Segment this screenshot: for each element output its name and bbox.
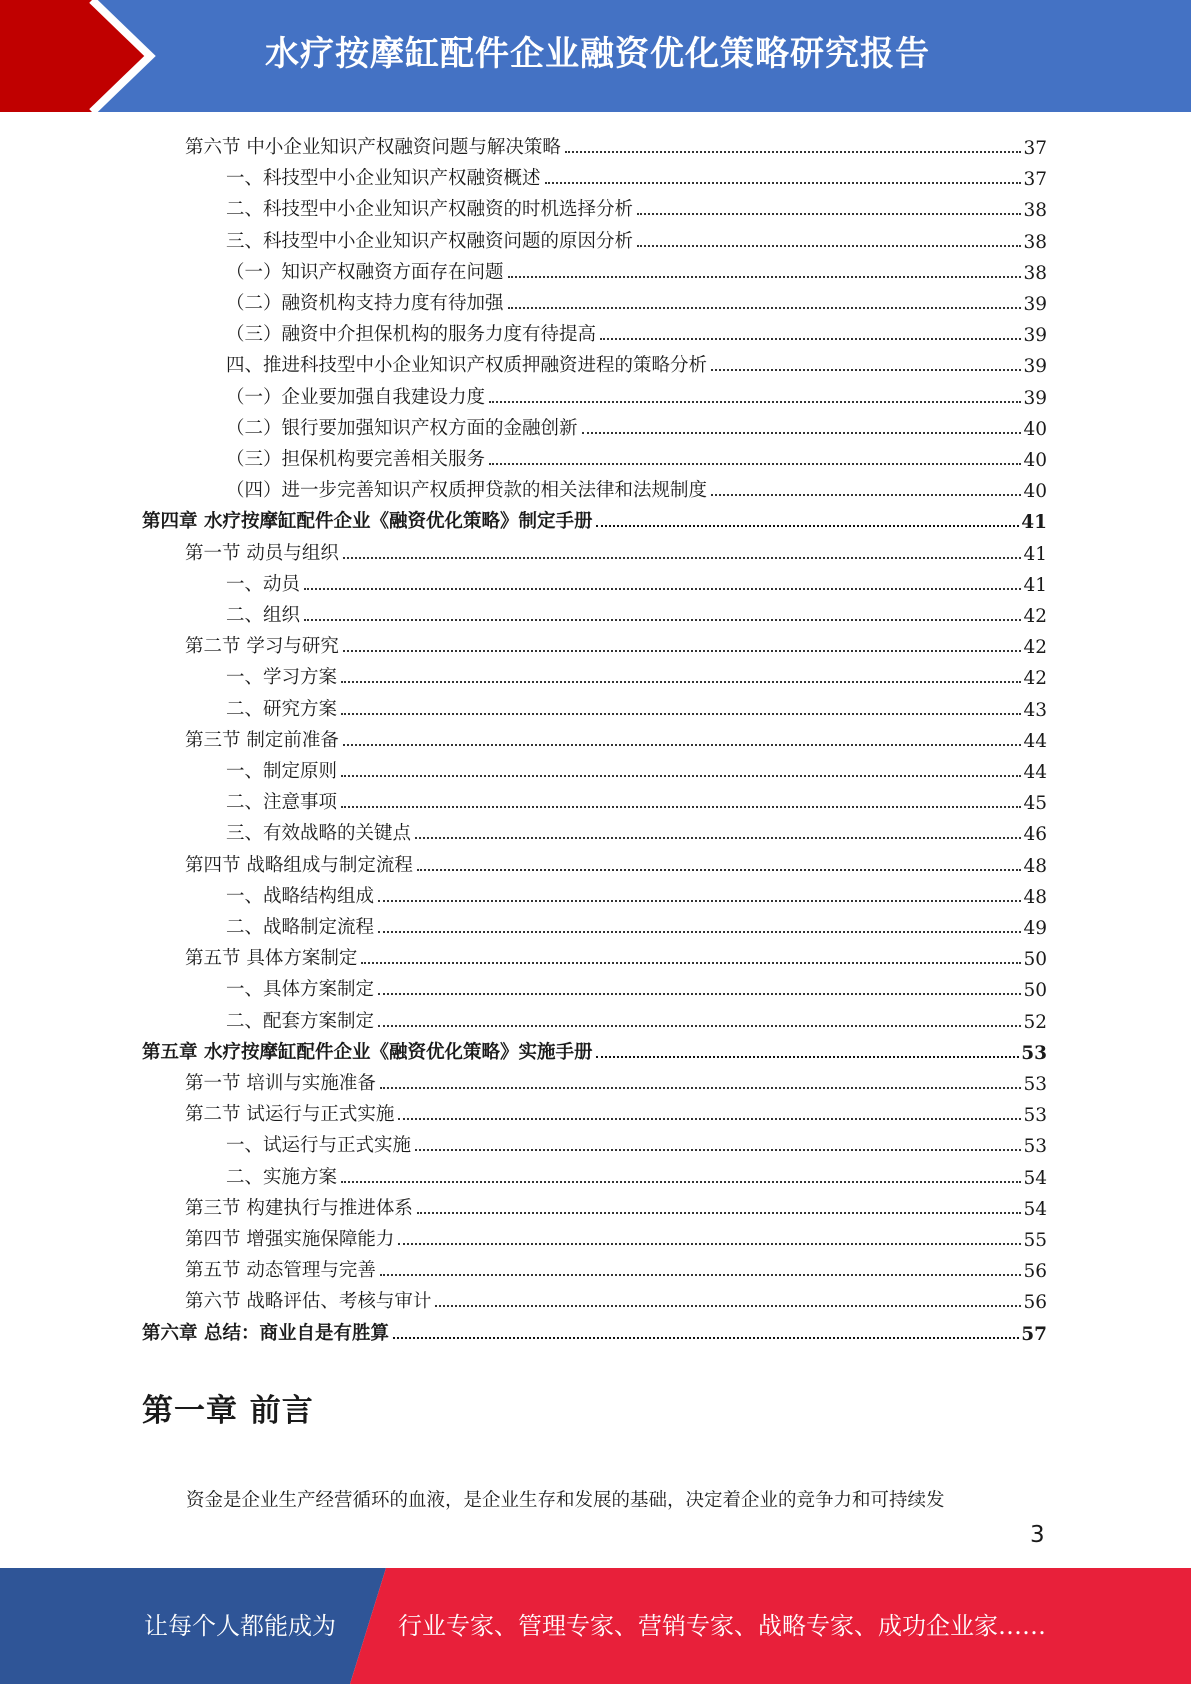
toc-entry[interactable]	[185, 721, 1047, 752]
toc-entry-title: （一）企业要加强自我建设力度	[226, 386, 486, 408]
toc-dot-leader	[417, 869, 1022, 871]
toc-dot-leader	[341, 681, 1021, 683]
footer-slogan-right: 行业专家、管理专家、营销专家、战略专家、成功企业家……	[398, 1612, 1046, 1640]
chapter-heading: 第一章 前言	[142, 1393, 314, 1429]
toc-page-number: 39	[1023, 294, 1047, 315]
toc-entry[interactable]	[226, 284, 1047, 315]
toc-page-number: 48	[1023, 886, 1047, 908]
toc-page-number: 42	[1023, 606, 1047, 627]
toc-page-number: 41	[1021, 512, 1047, 534]
toc-entry-title: 第五节 动态管理与完善	[185, 1260, 376, 1282]
toc-page-number: 38	[1023, 262, 1047, 284]
toc-entry[interactable]	[226, 222, 1047, 253]
toc-entry-title: 二、科技型中小企业知识产权融资的时机选择分析	[226, 199, 634, 221]
toc-entry-title: 二、战略制定流程	[226, 917, 375, 938]
toc-entry[interactable]	[185, 1189, 1047, 1220]
toc-page-number: 38	[1023, 200, 1047, 222]
toc-dot-leader	[341, 1181, 1021, 1183]
page-number: 3	[1030, 1522, 1045, 1548]
toc-entry[interactable]	[226, 970, 1047, 1001]
toc-entry-title: 第三节 构建执行与推进体系	[185, 1197, 413, 1219]
toc-entry-title: 一、动员	[226, 573, 301, 595]
toc-entry-title: 第四章 水疗按摩缸配件企业《融资优化策略》制定手册	[142, 511, 593, 533]
toc-page-number: 56	[1023, 1292, 1047, 1314]
toc-entry-title: 一、具体方案制定	[226, 979, 375, 1001]
toc-entry[interactable]	[226, 440, 1047, 471]
toc-entry[interactable]	[226, 1002, 1047, 1033]
toc-entry[interactable]	[226, 690, 1047, 721]
toc-entry-title: （二）银行要加强知识产权方面的金融创新	[226, 417, 578, 439]
toc-entry[interactable]	[226, 190, 1047, 221]
toc-page-number: 54	[1023, 1167, 1047, 1189]
toc-dot-leader	[596, 1056, 1019, 1058]
toc-page-number: 56	[1023, 1261, 1047, 1283]
toc-entry[interactable]	[185, 1251, 1047, 1282]
toc-dot-leader	[489, 401, 1021, 403]
toc-dot-leader	[378, 993, 1021, 995]
toc-page-number: 39	[1023, 325, 1047, 347]
toc-dot-leader	[489, 463, 1021, 465]
toc-page-number: 57	[1021, 1323, 1047, 1345]
toc-entry-title: 一、制定原则	[226, 761, 338, 782]
toc-dot-leader	[304, 619, 1021, 621]
toc-entry[interactable]	[226, 346, 1047, 377]
toc-entry[interactable]	[226, 658, 1047, 689]
toc-entry[interactable]	[185, 128, 1047, 159]
toc-dot-leader	[380, 1274, 1022, 1276]
toc-dot-leader	[378, 931, 1021, 933]
toc-entry-title: 二、组织	[226, 605, 301, 626]
toc-dot-leader	[343, 650, 1022, 652]
toc-chapter-entry[interactable]	[142, 502, 1047, 533]
toc-entry-title: 第四节 战略组成与制定流程	[185, 854, 413, 876]
toc-entry-title: 第三节 制定前准备	[185, 729, 339, 751]
toc-page-number: 45	[1023, 793, 1047, 815]
toc-page-number: 42	[1023, 668, 1047, 690]
toc-entry-title: 二、注意事项	[226, 792, 338, 814]
report-title: 水疗按摩缸配件企业融资优化策略研究报告	[265, 34, 930, 74]
toc-dot-leader	[600, 338, 1021, 340]
toc-dot-leader	[393, 1337, 1019, 1339]
toc-page-number: 53	[1021, 1042, 1047, 1064]
toc-entry-title: （三）融资中介担保机构的服务力度有待提高	[226, 324, 597, 346]
toc-dot-leader	[508, 307, 1022, 309]
toc-entry-title: （四）进一步完善知识产权质押贷款的相关法律和法规制度	[226, 480, 708, 502]
toc-dot-leader	[304, 588, 1021, 590]
toc-page-number: 39	[1023, 387, 1047, 409]
toc-entry[interactable]	[226, 877, 1047, 908]
toc-dot-leader	[378, 1025, 1021, 1027]
toc-dot-leader	[415, 1149, 1021, 1151]
toc-entry[interactable]	[185, 1282, 1047, 1313]
toc-page-number: 41	[1023, 574, 1047, 596]
toc-entry-title: （三）担保机构要完善相关服务	[226, 449, 486, 470]
toc-entry[interactable]	[185, 846, 1047, 877]
toc-dot-leader	[637, 245, 1021, 247]
toc-dot-leader	[343, 744, 1022, 746]
toc-entry-title: 第二节 学习与研究	[185, 636, 339, 658]
toc-entry-title: 一、学习方案	[226, 667, 338, 689]
toc-entry[interactable]	[226, 409, 1047, 440]
toc-dot-leader	[565, 151, 1022, 153]
toc-entry[interactable]	[226, 783, 1047, 814]
toc-dot-leader	[582, 432, 1022, 434]
toc-entry[interactable]	[185, 627, 1047, 658]
toc-page-number: 46	[1023, 824, 1047, 846]
toc-page-number: 40	[1023, 481, 1047, 503]
toc-entry-title: （一）知识产权融资方面存在问题	[226, 261, 504, 283]
toc-entry-title: 三、有效战略的关键点	[226, 823, 412, 845]
toc-entry-title: 第二节 试运行与正式实施	[185, 1104, 395, 1126]
toc-dot-leader	[415, 837, 1021, 839]
toc-entry-title: 第五章 水疗按摩缸配件企业《融资优化策略》实施手册	[142, 1041, 593, 1063]
toc-chapter-entry[interactable]	[142, 1033, 1047, 1064]
toc-entry-title: 第六节 战略评估、考核与审计	[185, 1291, 432, 1313]
toc-dot-leader	[596, 525, 1019, 527]
toc-entry[interactable]	[226, 1158, 1047, 1189]
toc-entry-title: 一、战略结构组成	[226, 885, 375, 907]
toc-dot-leader	[341, 806, 1021, 808]
toc-entry[interactable]	[226, 908, 1047, 939]
toc-entry-title: 一、科技型中小企业知识产权融资概述	[226, 168, 541, 190]
toc-dot-leader	[378, 900, 1021, 902]
toc-dot-leader	[380, 1087, 1022, 1089]
toc-entry[interactable]	[185, 1095, 1047, 1126]
toc-page-number: 37	[1023, 138, 1047, 159]
toc-page-number: 50	[1023, 980, 1047, 1002]
toc-dot-leader	[343, 557, 1022, 559]
toc-entry[interactable]	[185, 534, 1047, 565]
toc-entry[interactable]	[226, 814, 1047, 845]
toc-page-number: 38	[1023, 231, 1047, 253]
toc-dot-leader	[435, 1305, 1021, 1307]
toc-entry[interactable]	[226, 565, 1047, 596]
toc-entry-title: 二、实施方案	[226, 1166, 338, 1188]
toc-entry-title: 二、研究方案	[226, 698, 338, 720]
toc-page-number: 52	[1023, 1011, 1047, 1033]
toc-entry-title: 一、试运行与正式实施	[226, 1135, 412, 1157]
toc-dot-leader	[361, 962, 1021, 964]
toc-entry[interactable]	[226, 159, 1047, 190]
toc-entry-title: 第五节 具体方案制定	[185, 948, 358, 970]
toc-entry[interactable]	[226, 471, 1047, 502]
toc-entry[interactable]	[226, 378, 1047, 409]
toc-entry-title: 第六节 中小企业知识产权融资问题与解决策略	[185, 137, 561, 158]
toc-page-number: 44	[1023, 762, 1047, 783]
toc-page-number: 53	[1023, 1105, 1047, 1127]
toc-page-number: 43	[1023, 699, 1047, 721]
toc-dot-leader	[341, 775, 1021, 777]
toc-entry-title: （二）融资机构支持力度有待加强	[226, 293, 504, 314]
toc-entry-title: 四、推进科技型中小企业知识产权质押融资进程的策略分析	[226, 355, 708, 377]
toc-dot-leader	[711, 369, 1021, 371]
toc-page-number: 37	[1023, 169, 1047, 191]
body-paragraph: 资金是企业生产经营循环的血液，是企业生存和发展的基础，决定着企业的竞争力和可持续发	[186, 1490, 945, 1511]
toc-dot-leader	[637, 213, 1021, 215]
toc-entry[interactable]	[226, 596, 1047, 627]
toc-entry[interactable]	[226, 1126, 1047, 1157]
toc-page-number: 53	[1023, 1074, 1047, 1095]
toc-entry-title: 二、配套方案制定	[226, 1010, 375, 1032]
toc-dot-leader	[545, 182, 1022, 184]
page-header	[0, 0, 1191, 112]
toc-entry[interactable]	[226, 253, 1047, 284]
toc-entry[interactable]	[185, 939, 1047, 970]
toc-page-number: 48	[1023, 855, 1047, 877]
toc-dot-leader	[508, 276, 1022, 278]
toc-entry[interactable]	[185, 1064, 1047, 1095]
toc-entry[interactable]	[226, 315, 1047, 346]
toc-page-number: 55	[1023, 1230, 1047, 1251]
toc-page-number: 53	[1023, 1136, 1047, 1158]
toc-page-number: 40	[1023, 450, 1047, 471]
footer-slogan-left: 让每个人都能成为	[144, 1612, 336, 1640]
toc-page-number: 44	[1023, 730, 1047, 752]
toc-page-number: 42	[1023, 637, 1047, 659]
toc-entry[interactable]	[185, 1220, 1047, 1251]
toc-entry-title: 第一节 培训与实施准备	[185, 1073, 376, 1094]
toc-page-number: 40	[1023, 418, 1047, 440]
toc-page-number: 39	[1023, 356, 1047, 378]
toc-dot-leader	[341, 713, 1021, 715]
toc-dot-leader	[398, 1118, 1021, 1120]
toc-entry-title: 第四节 增强实施保障能力	[185, 1229, 395, 1250]
toc-page-number: 54	[1023, 1198, 1047, 1220]
toc-entry-title: 三、科技型中小企业知识产权融资问题的原因分析	[226, 230, 634, 252]
toc-chapter-entry[interactable]	[142, 1314, 1047, 1345]
toc-dot-leader	[711, 494, 1021, 496]
toc-dot-leader	[398, 1243, 1021, 1245]
toc-entry[interactable]	[226, 752, 1047, 783]
toc-dot-leader	[417, 1212, 1022, 1214]
toc-entry-title: 第一节 动员与组织	[185, 542, 339, 564]
toc-page-number: 41	[1023, 543, 1047, 565]
toc-page-number: 50	[1023, 949, 1047, 971]
page-footer	[0, 1568, 1191, 1684]
toc-page-number: 49	[1023, 918, 1047, 939]
toc-entry-title: 第六章 总结：商业自是有胜算	[142, 1322, 389, 1344]
